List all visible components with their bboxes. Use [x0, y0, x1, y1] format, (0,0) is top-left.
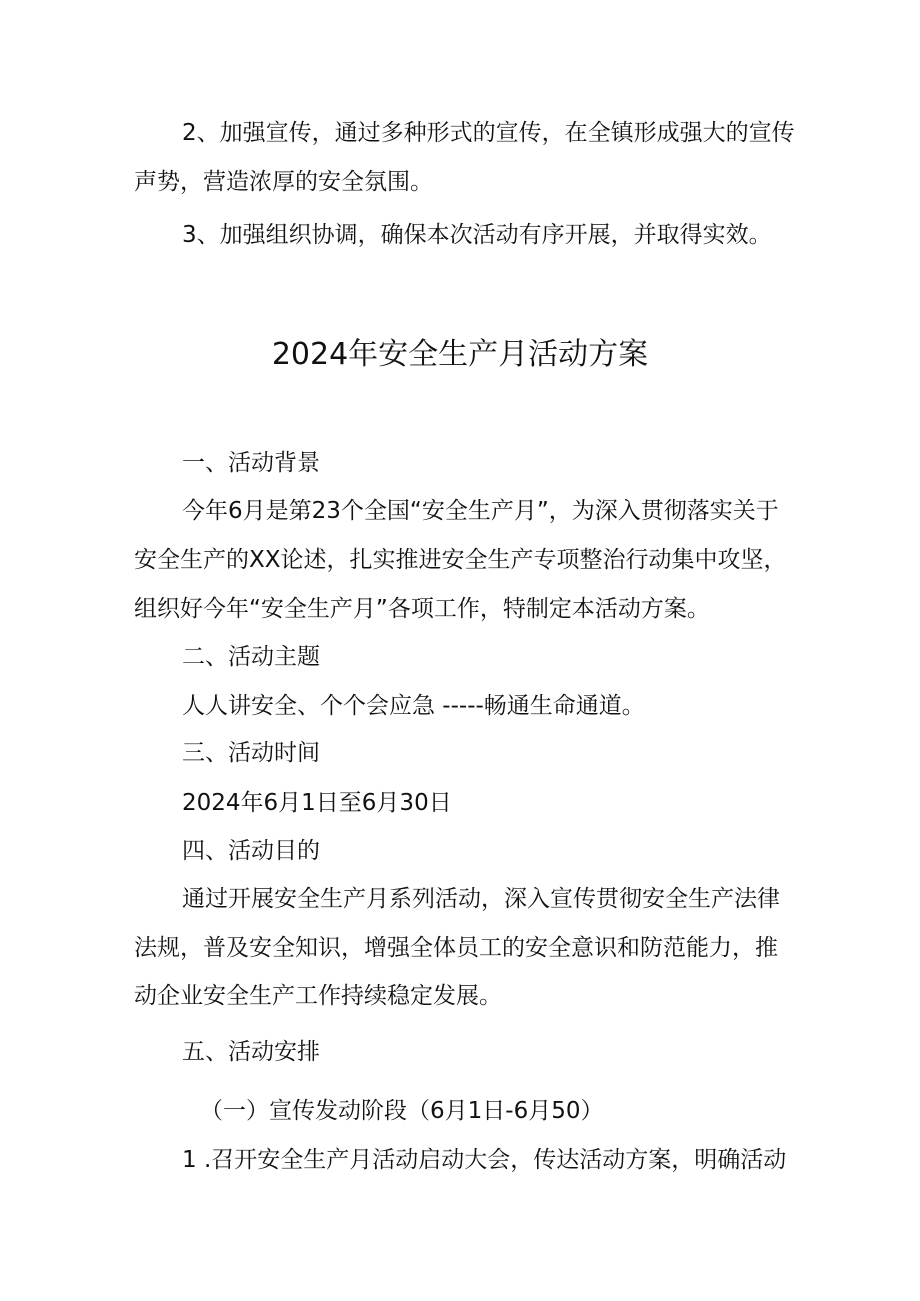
background-line-2: 安全生产的XX论述，扎实推进安全生产专项整治行动集中攻坚， — [134, 547, 787, 573]
background-line-1: 今年6月是第23个全国“安全生产月”，为深入贯彻落实关于 — [182, 498, 779, 524]
phase-heading: （一）宣传发动阶段（6月1日-6月50） — [200, 1098, 604, 1124]
purpose-heading: 四、活动目的 — [182, 838, 320, 864]
time-text: 2024年6月1日至6月30日 — [182, 790, 452, 816]
theme-text: 人人讲安全、个个会应急 -----畅通生命通道。 — [182, 693, 645, 719]
intro-line-3: 3、加强组织协调，确保本次活动有序开展，并取得实效。 — [182, 222, 772, 248]
arrangement-heading: 五、活动安排 — [182, 1039, 320, 1065]
intro-line-2: 声势，营造浓厚的安全氛围。 — [134, 169, 433, 195]
purpose-line-3: 动企业安全生产工作持续稳定发展。 — [134, 983, 502, 1009]
arrangement-item-1: 1 .召开安全生产月活动启动大会，传达活动方案，明确活动 — [182, 1147, 787, 1173]
time-heading: 三、活动时间 — [182, 740, 320, 766]
background-line-3: 组织好今年“安全生产月”各项工作，特制定本活动方案。 — [134, 596, 710, 622]
theme-heading: 二、活动主题 — [182, 644, 320, 670]
purpose-line-2: 法规，普及安全知识，增强全体员工的安全意识和防范能力，推 — [134, 935, 778, 961]
intro-line-1: 2、加强宣传，通过多种形式的宣传，在全镇形成强大的宣传 — [182, 120, 795, 146]
document-title: 2024年安全生产月活动方案 — [271, 337, 649, 372]
purpose-line-1: 通过开展安全生产月系列活动，深入宣传贯彻安全生产法律 — [182, 886, 780, 912]
background-heading: 一、活动背景 — [182, 450, 320, 476]
